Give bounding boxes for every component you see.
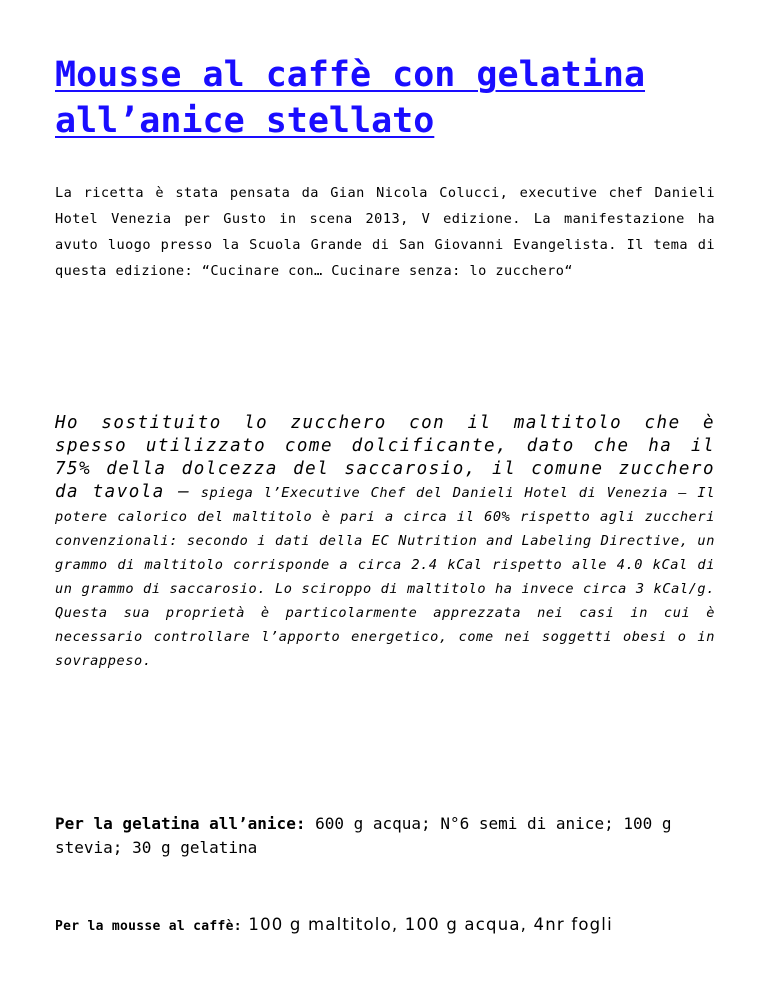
ingredients-gelatina [55,812,715,860]
chef-quote-paragraph [55,412,715,673]
quote-lead: Ho sostituito lo zucchero con il maltitolo che è spesso utilizzato come dolcificante, dato che ha il 75% della dolcezza del saccarosio, il comune zucchero da tavola – [55,413,715,502]
ingredients-gelatina-text: 600 g acqua; N°6 semi di anice; 100 g stevia; 30 g gelatina [55,814,672,857]
ingredients-gelatina-label: Per la gelatina all’anice: [55,814,306,833]
article-title-link[interactable]: Mousse al caffè con gelatina all’anice stellato [55,55,646,141]
ingredients-mousse [55,913,715,939]
ingredients-mousse-label: Per la mousse al caffè: [55,919,242,934]
intro-paragraph: La ricetta è stata pensata da Gian Nicola Colucci, executive chef Danieli Hotel Venezia per Gusto in scena 2013, V edizione. La manifestazione ha avuto luogo presso la Scuola Grande di San Giovanni Evangelista. Il tema di questa edizione: “Cucinare con… Cucinare senza: lo zucchero“ [55,185,715,279]
ingredients-mousse-text: 100 g maltitolo, 100 g acqua, 4nr fogli [241,915,613,934]
quote-rest: spiega l’Executive Chef del Danieli Hotel di Venezia – Il potere calorico del maltitolo è pari a circa il 60% rispetto agli zuccheri convenzionali: secondo i dati della EC Nutrition and Labeling Directive, un grammo di maltitolo corrisponde a circa 2.4 kCal rispetto alle 4.0 kCal di un grammo di saccarosio. Lo sciroppo di maltitolo ha invece circa 3 kCal/g. Questa sua proprietà è particolarmente apprezzata nei casi in cui è necessario controllare l’apporto energetico, come nei soggetti obesi o in sovrappeso. [55,485,715,669]
